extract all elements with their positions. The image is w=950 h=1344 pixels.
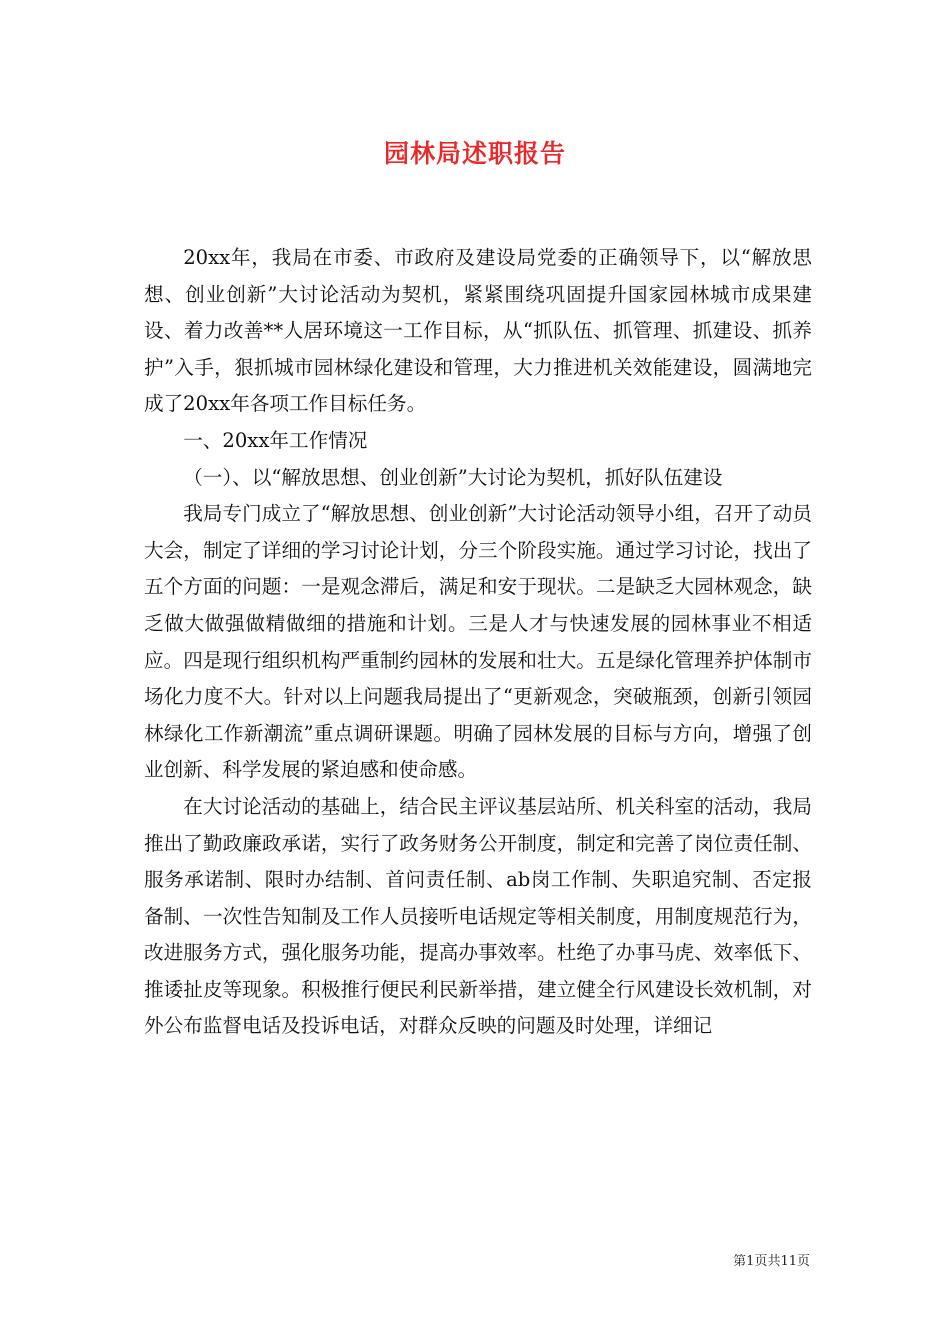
paragraph-team-building: 我局专门成立了“解放思想、创业创新”大讨论活动领导小组，召开了动员大会，制定了详细的学习讨论计划，分三个阶段实施。通过学习讨论，找出了五个方面的问题：一是观念滞后，满足和安于现状。二是缺乏大园林观念，缺乏做大做强做精做细的措施和计划。三是人才与快速发展的园林事业不相适应。四是现行组织机构严重制约园林的发展和壮大。五是绿化管理养护体制市场化力度不大。针对以上问题我局提出了“更新观念，突破瓶颈，创新引领园林绿化工作新潮流”重点调研课题。明确了园林发展的目标与方向，增强了创业创新、科学发展的紧迫感和使命感。	[144, 502, 812, 782]
paragraph-intro: 20xx年，我局在市委、市政府及建设局党委的正确领导下，以“解放思想、创业创新”大讨论活动为契机，紧紧围绕巩固提升国家园林城市成果建设、着力改善**人居环境这一工作目标，从“抓队伍、抓管理、抓建设、抓养护”入手，狠抓城市园林绿化建设和管理，大力推进机关效能建设，圆满地完成了20xx年各项工作目标任务。	[144, 246, 812, 416]
paragraph-institution: 在大讨论活动的基础上，结合民主评议基层站所、机关科室的活动，我局推出了勤政廉政承诺，实行了政务财务公开制度，制定和完善了岗位责任制、服务承诺制、限时办结制、首问责任制、ab岗工作制、失职追究制、否定报备制、一次性告知制及工作人员接听电话规定等相关制度，用制度规范行为，改进服务方式，强化服务功能，提高办事效率。杜绝了办事马虎、效率低下、推诿扯皮等现象。积极推行便民利民新举措，建立健全行风建设长效机制，对外公布监督电话及投诉电话，对群众反映的问题及时处理，详细记	[144, 794, 812, 1038]
section-heading: 一、20xx年工作情况	[183, 428, 368, 452]
page-number: 第1页共11页	[733, 1254, 810, 1269]
document-body	[144, 240, 812, 1045]
subsection-heading: （一）、以“解放思想、创业创新”大讨论为契机，抓好队伍建设	[183, 465, 723, 489]
document-title: 园林局述职报告	[383, 139, 566, 168]
